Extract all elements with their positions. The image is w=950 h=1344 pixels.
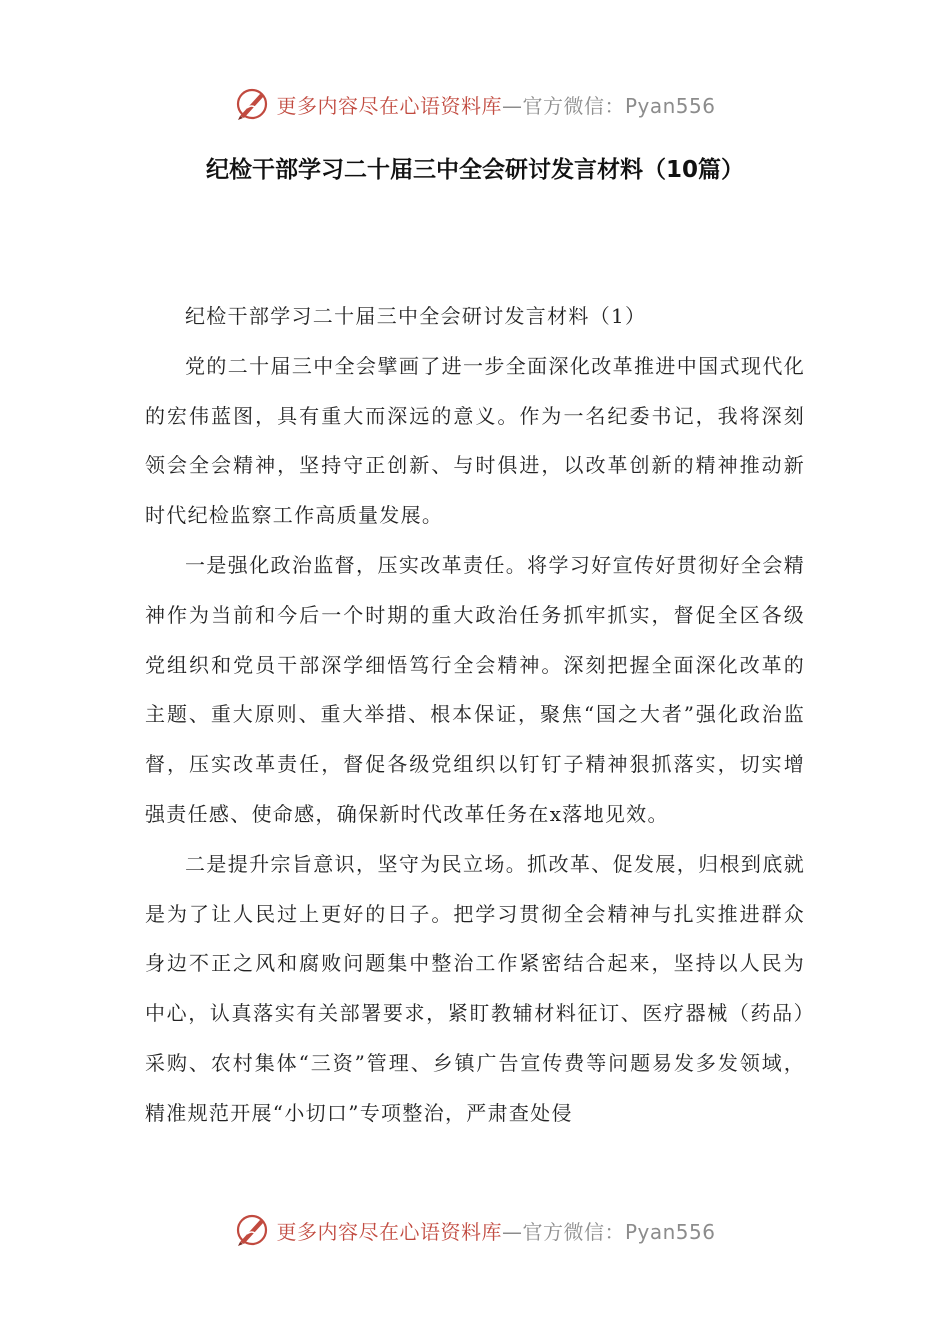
document-subtitle: 纪检干部学习二十届三中全会研讨发言材料（1） (185, 304, 647, 328)
paragraph-3: 二是提升宗旨意识，坚守为民立场。抓改革、促发展，归根到底就是为了让人民过上更好的日子。把学习贯彻全会精神与扎实推进群众身边不正之风和腐败问题集中整治工作紧密结合起来，坚持以人民为中心，认真落实有关部署要求，紧盯教辅材料征订、医疗器械（药品）采购、农村集体“三资”管理、乡镇广告宣传费等问题易发多发领域，精准规范开展“小切口”专项整治，严肃查处侵 (145, 851, 805, 1125)
watermark-text-gray: —官方微信：Pyan556 (501, 1219, 716, 1244)
watermark-text-gray: —官方微信：Pyan556 (501, 93, 716, 118)
pen-circle-logo-icon (234, 86, 270, 122)
watermark-banner-bottom (0, 1210, 950, 1250)
pen-circle-logo-icon (234, 1212, 270, 1248)
paragraph-2: 一是强化政治监督，压实改革责任。将学习好宣传好贯彻好全会精神作为当前和今后一个时期的重大政治任务抓牢抓实，督促全区各级党组织和党员干部深学细悟笃行全会精神。深刻把握全面深化改革的主题、重大原则、重大举措、根本保证，聚焦“国之大者”强化政治监督，压实改革责任，督促各级党组织以钉钉子精神狠抓落实，切实增强责任感、使命感，确保新时代改革任务在x落地见效。 (145, 552, 805, 826)
document-title: 纪检干部学习二十届三中全会研讨发言材料（10篇） (205, 157, 744, 183)
watermark-text (276, 1216, 715, 1245)
document-body (145, 292, 805, 1139)
watermark-text-red: 更多内容尽在心语资料库 (276, 93, 502, 118)
paragraph-1: 党的二十届三中全会擘画了进一步全面深化改革推进中国式现代化的宏伟蓝图，具有重大而深远的意义。作为一名纪委书记，我将深刻领会全会精神，坚持守正创新、与时俱进，以改革创新的精神推动新时代纪检监察工作高质量发展。 (145, 353, 805, 528)
watermark-text (276, 90, 715, 119)
watermark-text-red: 更多内容尽在心语资料库 (276, 1219, 502, 1244)
watermark-banner-top (0, 84, 950, 124)
